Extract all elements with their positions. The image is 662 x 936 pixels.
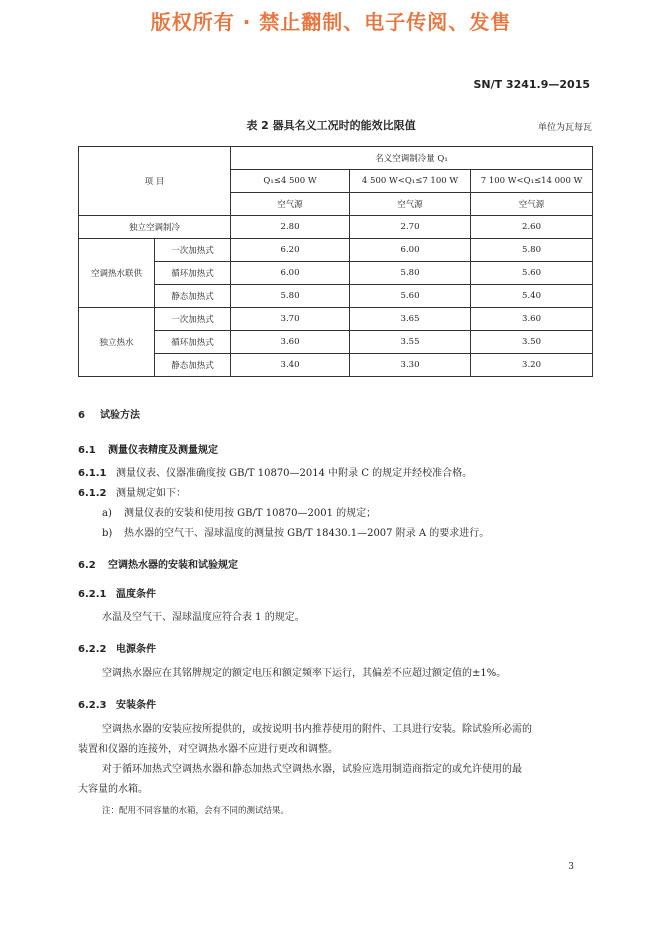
clause-text: 测量仪表、仪器准确度按 GB/T 10870—2014 中附录 C 的规定并经校准合格。 (116, 468, 473, 479)
list-item-text: 测量仪表的安装和使用按 GB/T 10870—2001 的规定； (124, 508, 377, 519)
table-cell: 6.20 (231, 239, 350, 262)
page-number: 3 (568, 862, 574, 872)
section-number: 6.1 (78, 445, 96, 456)
table-cell: 3.60 (471, 308, 593, 331)
table-cell: 3.60 (231, 331, 350, 354)
table-cell: 3.40 (231, 354, 350, 377)
table-row (79, 239, 593, 262)
table-cell: 2.60 (471, 216, 593, 239)
section-6-1-heading (78, 441, 218, 456)
clause-number: 6.1.1 (78, 468, 107, 479)
paragraph-line: 对于循环加热式空调热水器和静态加热式空调热水器，试验应选用制造商指定的或允许使用的最 (102, 764, 522, 775)
note: 注：配用不同容量的水箱，会有不同的测试结果。 (102, 806, 290, 816)
table-cell: 3.20 (471, 354, 593, 377)
section-title: 测量仪表精度及测量规定 (108, 445, 218, 456)
table-cell: 6.00 (231, 262, 350, 285)
table-cell: 3.50 (471, 331, 593, 354)
clause-6-1-1 (78, 464, 472, 484)
standard-number: SN/T 3241.9—2015 (473, 78, 590, 91)
row-label: 一次加热式 (155, 239, 231, 262)
group-label: 独立热水 (79, 308, 155, 377)
paragraph-line: 空调热水器的安装应按所提供的，或按说明书内推荐使用的附件、工具进行安装。除试验所必需的 (102, 724, 532, 735)
section-number: 6.2.1 (78, 589, 107, 600)
table-cell: 6.00 (350, 239, 471, 262)
section-title: 安装条件 (116, 700, 156, 711)
table-cell: 3.65 (350, 308, 471, 331)
row-label: 一次加热式 (155, 308, 231, 331)
table-cell: 2.80 (231, 216, 350, 239)
paragraph-line: 装置和仪器的连接外，对空调热水器不应进行更改和调整。 (78, 744, 338, 755)
list-marker: a) (102, 508, 112, 519)
section-title: 试验方法 (100, 410, 140, 421)
row-label: 循环加热式 (155, 262, 231, 285)
row-label: 循环加热式 (155, 331, 231, 354)
section-number: 6.2 (78, 560, 96, 571)
clause-6-1-2 (78, 484, 186, 504)
table-cell: 5.60 (471, 262, 593, 285)
list-item-text: 热水器的空气干、湿球温度的测量按 GB/T 18430.1—2007 附录 A 的要求进行。 (124, 528, 490, 539)
section-title: 空调热水器的安装和试验规定 (108, 560, 238, 571)
paragraph-line: 大容量的水箱。 (78, 784, 148, 795)
section-number: 6.2.2 (78, 644, 107, 655)
list-item (102, 504, 376, 524)
table-row (79, 308, 593, 331)
table-cell: 5.40 (471, 285, 593, 308)
table-cell: 5.80 (471, 239, 593, 262)
list-item (102, 524, 489, 544)
section-6-2-1-heading (78, 585, 156, 600)
section-title: 温度条件 (116, 589, 156, 600)
table-cell: 3.30 (350, 354, 471, 377)
copyright-watermark: 版权所有 · 禁止翻制、电子传阅、发售 (150, 10, 512, 34)
clause-number: 6.1.2 (78, 488, 107, 499)
source-header: 空气源 (350, 193, 471, 216)
table-caption: 表 2 器具名义工况时的能效比限值 (246, 119, 416, 132)
capacity-header: Q₁≤4 500 W (231, 170, 350, 193)
table-header-row (79, 147, 593, 170)
table-row (79, 331, 593, 354)
capacity-header: 4 500 W<Q₁≤7 100 W (350, 170, 471, 193)
list-marker: b) (102, 528, 113, 539)
table-cell: 5.60 (350, 285, 471, 308)
table-cell: 3.55 (350, 331, 471, 354)
capacity-group-header: 名义空调制冷量 Q₁ (231, 147, 593, 170)
table-row (79, 262, 593, 285)
capacity-header: 7 100 W<Q₁≤14 000 W (471, 170, 593, 193)
section-6-2-3-heading (78, 696, 156, 711)
table-row (79, 285, 593, 308)
row-label: 静态加热式 (155, 354, 231, 377)
section-number: 6 (78, 410, 85, 421)
table-cell: 5.80 (231, 285, 350, 308)
table-cell: 5.80 (350, 262, 471, 285)
item-header: 项 目 (79, 147, 231, 216)
table-unit: 单位为瓦每瓦 (537, 123, 592, 133)
table-cell: 2.70 (350, 216, 471, 239)
table-row (79, 216, 593, 239)
table-cell: 3.70 (231, 308, 350, 331)
paragraph: 空调热水器应在其铭牌规定的额定电压和额定频率下运行，其偏差不应超过额定值的±1%。 (102, 668, 507, 679)
paragraph: 水温及空气干、湿球温度应符合表 1 的规定。 (102, 612, 305, 623)
source-header: 空气源 (471, 193, 593, 216)
efficiency-limit-table (78, 146, 593, 377)
row-label: 静态加热式 (155, 285, 231, 308)
table-row (79, 354, 593, 377)
row-label: 独立空调制冷 (79, 216, 231, 239)
section-6-heading (78, 406, 140, 421)
section-number: 6.2.3 (78, 700, 107, 711)
section-title: 电源条件 (116, 644, 156, 655)
group-label: 空调热水联供 (79, 239, 155, 308)
clause-text: 测量规定如下： (116, 488, 186, 499)
section-6-2-2-heading (78, 640, 156, 655)
section-6-2-heading (78, 556, 238, 571)
source-header: 空气源 (231, 193, 350, 216)
